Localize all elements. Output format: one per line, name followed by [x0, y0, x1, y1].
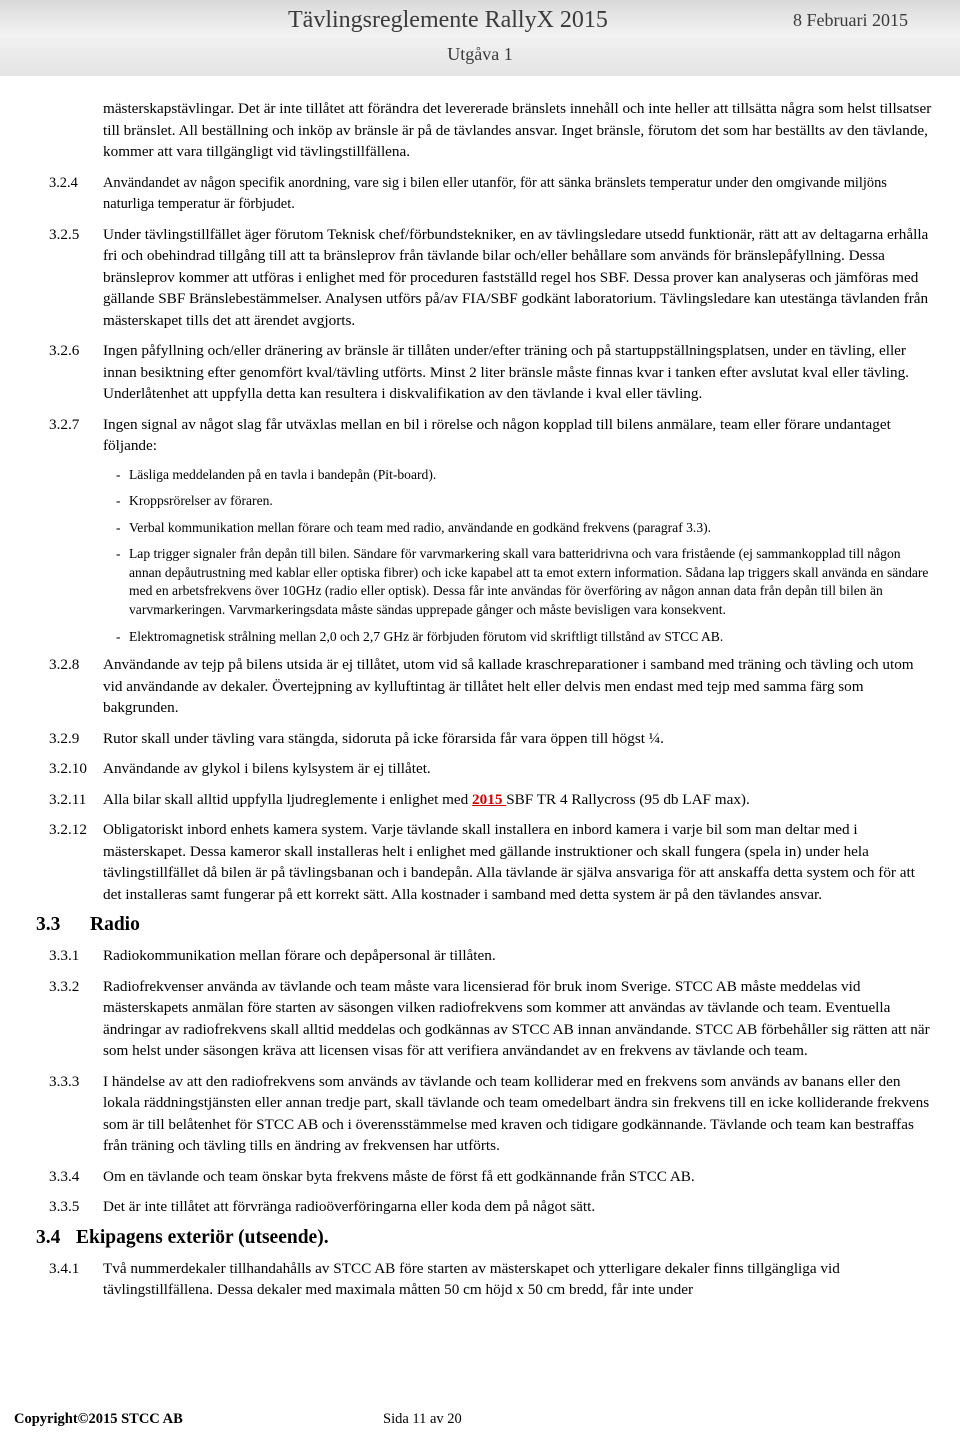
rule-3-2-6	[0, 340, 935, 405]
list-item: - Lap trigger signaler från depån till bilen. Sändare för varvmarkering skall vara batteridrivna och vara fristående (ej sammankopplad till någon annan depåutrustning med kablar eller optiska fibrer) och icke kapabel att ta emot extern information. Sådana lap triggers skall använda en sändare med en arbetsfrekvens över 10GHz (radio eller optisk). Dessa får inte användas för överföring av någon annan data från depån till bilen än varvmarkeringen. Varvmarkeringsdata måste sändas upprepade gånger och måste bevisligen vara konsekvent.	[116, 546, 929, 618]
rule-3-4-1	[0, 1258, 935, 1301]
section-heading-exterior	[36, 1227, 960, 1249]
rule-number: 3.3.5	[49, 1198, 80, 1216]
page-number: Sida 11 av 20	[383, 1411, 462, 1427]
rule-text: Obligatoriskt inbord enhets kamera system. Varje tävlande skall installera en inbord kamera i varje bil som man deltar med i mästerskapet. Dessa kameror skall installeras helt i enlighet med gällande instruktioner och skall fungera (spela in) under hela tävlingstillfället då bilen är på tävlingsbanan och i bandepån. Alla tävlande är själva ansvariga för att anskaffa detta system och för att det installeras samt fungerar på ett korrekt sätt. Alla kostnader i samband med detta system är på den tävlandes ansvar.	[103, 821, 915, 903]
rule-3-3-5	[0, 1196, 935, 1218]
rule-3-2-7	[0, 414, 935, 457]
section-number: 3.4	[36, 1226, 61, 1248]
rule-3-2-5	[0, 224, 935, 332]
page-body	[0, 98, 960, 1310]
rule-3-3-3	[0, 1071, 935, 1157]
rule-3-2-10	[0, 758, 935, 780]
rule-text: Ingen påfyllning och/eller dränering av bränsle är tillåten under/efter träning och på startuppställningsplatsen, under en tävling, eller innan besiktning efter genomfört kval/tävling utförts. Minst 2 liter bränsle måste finnas kvar i tanken efter avslutat kval eller tävling. Underlåtenhet att uppfylla detta kan resultera i diskvalifikation av den tävlande i kval eller tävling.	[103, 342, 909, 402]
rule-3-3-1	[0, 945, 935, 967]
rule-number: 3.2.12	[49, 821, 87, 839]
rule-text: Om en tävlande och team önskar byta frekvens måste de först få ett godkännande från STCC AB.	[103, 1167, 695, 1185]
rule-number: 3.2.10	[49, 760, 87, 778]
list-item: - Läsliga meddelanden på en tavla i bandepån (Pit-board).	[116, 466, 437, 482]
rule-3-2-12	[0, 819, 935, 905]
list-item: - Verbal kommunikation mellan förare och team med radio, användande en godkänd frekvens (paragraf 3.3).	[116, 519, 712, 535]
rule-text: Radiofrekvenser använda av tävlande och team måste vara licensierad för bruk inom Sverige. STCC AB måste meddelas vid mästerskapets anmälan före starten av säsongen vilken radiofrekvens som kommer att användas av tävlande och team. Eventuella ändringar av radiofrekvens skall alltid meddelas och godkännas av STCC AB innan användande. STCC AB förbehåller sig rätten att när som helst under säsongen kräva att licensen visas för att verifiera användandet av en frekvens av tävlande och team.	[103, 977, 930, 1060]
copyright-notice: Copyright©2015 STCC AB	[14, 1411, 183, 1427]
page-header	[0, 0, 960, 76]
document-title: Tävlingsreglemente RallyX 2015	[288, 7, 608, 33]
rule-number: 3.4.1	[49, 1259, 80, 1277]
rule-3-2-4	[0, 173, 935, 215]
rule-text: Användandet av någon specifik anordning, vare sig i bilen eller utanför, för att sänka bränslets temperatur under den omgivande miljöns naturliga temperatur är förbjudet.	[103, 174, 887, 212]
rule-text: Rutor skall under tävling vara stängda, sidoruta på icke förarsida får vara öppen till högst ¼.	[103, 729, 664, 747]
document-edition: Utgåva 1	[447, 44, 513, 64]
rule-text: Alla bilar skall alltid uppfylla ljudreglemente i enlighet med	[103, 790, 473, 808]
rule-number: 3.2.11	[49, 790, 87, 808]
rule-3-3-4	[0, 1166, 935, 1188]
rule-number: 3.2.4	[49, 174, 78, 191]
rule-number: 3.2.8	[49, 656, 80, 674]
rule-3-2-9	[0, 728, 935, 750]
section-title: Ekipagens exteriör (utseende).	[76, 1226, 329, 1248]
rule-text: Ingen signal av något slag får utväxlas mellan en bil i rörelse och någon kopplad till bilens anmälare, team eller förare undantaget följande:	[103, 415, 891, 454]
rule-number: 3.2.6	[49, 342, 80, 359]
section-heading-radio	[36, 914, 960, 936]
list-item: - Kroppsrörelser av föraren.	[116, 493, 273, 509]
rule-text: Användande av glykol i bilens kylsystem är ej tillåtet.	[103, 760, 431, 778]
rule-number: 3.3.4	[49, 1167, 80, 1185]
rule-3-2-11	[0, 789, 935, 811]
document-date: 8 Februari 2015	[793, 10, 908, 30]
section-title: Radio	[90, 914, 140, 936]
exception-list	[116, 466, 935, 647]
rule-number: 3.2.5	[49, 225, 80, 243]
rule-number: 3.3.3	[49, 1072, 80, 1090]
rule-number: 3.3.2	[49, 977, 80, 995]
paragraph-continuation: mästerskapstävlingar. Det är inte tillåtet att förändra det levererade bränslets innehåll och inte heller att tillsätta några som helst tillsatser till bränslet. All beställning och inköp av bränsle är på de tävlandes ansvar. Inget bränsle, förutom det som har beställts av den tävlande, kommer att vara tillgängligt vid tävlingstillfällena.	[103, 100, 932, 160]
rule-text: I händelse av att den radiofrekvens som används av tävlande och team kolliderar med en frekvens som används av banans eller den lokala räddningstjänsten eller annan tredje part, skall tävlande och team omedelbart ändra sin frekvens till en icke kolliderande frekvens som är till belåtenhet för STCC AB och i överensstämmelse med kraven och tidigare godkännande. Tävlande och team kan bestraffas från träning och tävling tills en ändring av frekvensen har utförts.	[103, 1072, 930, 1155]
rule-text: Användande av tejp på bilens utsida är ej tillåtet, utom vid så kallade kraschreparationer i samband med träning och tävling och utom vid användande av dekaler. Övertejpning av kylluftintag är tillåtet helt eller delvis men endast med tejp med samma färg som bakgrunden.	[103, 656, 914, 717]
highlighted-year: 2015	[472, 790, 507, 808]
rule-text: Under tävlingstillfället äger förutom Teknisk chef/förbundstekniker, en av tävlingsledare utsedd funktionär, rätt att av deltagarna erhålla fri och obehindrad tillgång till att ta bränsleprov från tävlande bilar och/eller behållare som används för bränslepåfyllning. Dessa bränsleprov kommer att utföras i enlighet med för proceduren fastställd regel hos SBF. Dessa prover kan analyseras och jämföras med gällande SBF Bränslebestämmelser. Analysen utförs på/av FIA/SBF godkänt laboratorium. Tävlingsledare kan utestänga tävlanden från mästerskapet tills det att ärendet avgjorts.	[103, 225, 929, 329]
rule-3-3-2	[0, 976, 935, 1062]
rule-number: 3.2.7	[49, 415, 80, 433]
rule-3-2-8	[0, 654, 935, 719]
rule-number: 3.3.1	[49, 947, 80, 965]
rule-text: Två nummerdekaler tillhandahålls av STCC AB före starten av mästerskapet och ytterligare dekaler finns tillgängliga vid tävlingstillfällena. Dessa dekaler med maximala måtten 50 cm höjd x 50 cm bredd, får inte under	[103, 1259, 840, 1299]
rule-text: Det är inte tillåtet att förvränga radioöverföringarna eller koda dem på något sätt.	[103, 1198, 596, 1216]
rule-number: 3.2.9	[49, 729, 80, 747]
page-footer	[14, 1411, 462, 1428]
rule-text: Radiokommunikation mellan förare och depåpersonal är tillåten.	[103, 947, 496, 965]
rule-text-end: SBF TR 4 Rallycross (95 db LAF max).	[506, 790, 750, 808]
list-item: - Elektromagnetisk strålning mellan 2,0 och 2,7 GHz är förbjuden förutom vid skriftligt tillstånd av STCC AB.	[116, 628, 724, 644]
section-number: 3.3	[36, 914, 61, 936]
